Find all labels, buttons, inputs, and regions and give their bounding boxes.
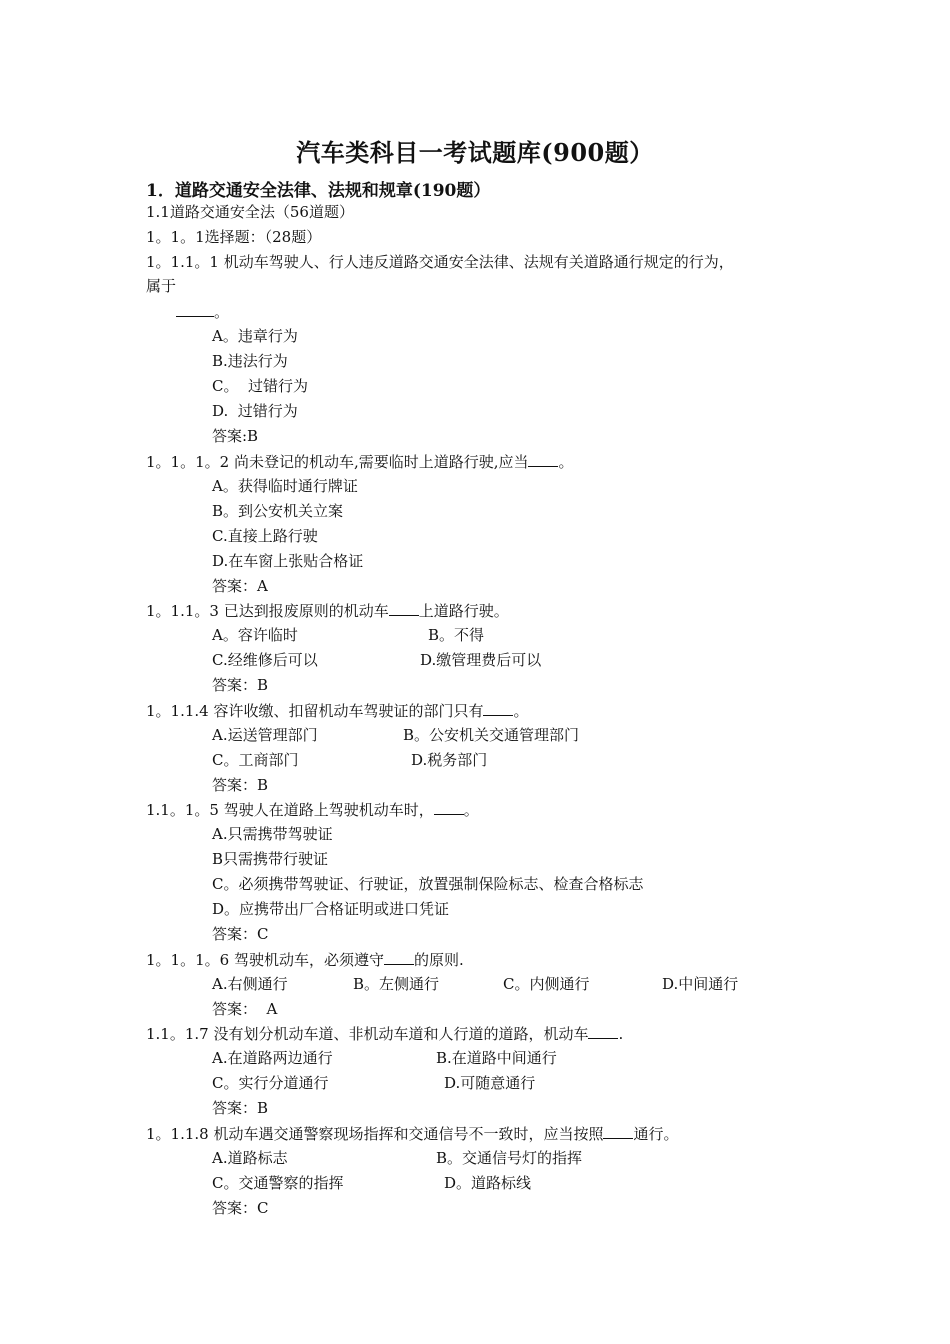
option-c: C。内侧通行 <box>503 975 590 993</box>
option-c: C。实行分道通行 <box>212 1074 329 1092</box>
option-d: D.可随意通行 <box>444 1074 536 1092</box>
answer: 答案：C <box>212 1199 269 1217</box>
subsubsection-heading: 1。1。1选择题：（28题） <box>146 228 322 246</box>
option-b: B。交通信号灯的指挥 <box>436 1149 583 1167</box>
option-d: D.在车窗上张贴合格证 <box>212 552 364 570</box>
option-d: D.中间通行 <box>662 975 739 993</box>
section-heading: 1．道路交通安全法律、法规和规章(190题） <box>146 181 491 201</box>
answer: 答案：B <box>212 676 269 694</box>
option-c: C.经维修后可以 <box>212 651 318 669</box>
option-b: B。左侧通行 <box>353 975 440 993</box>
question-4: 1。1.1.4 容许收缴、扣留机动车驾驶证的部门只有 。 <box>146 702 529 720</box>
answer: 答案：C <box>212 925 269 943</box>
option-a: A.运送管理部门 <box>212 726 318 744</box>
option-d: D。道路标线 <box>444 1174 532 1192</box>
option-c: C。必须携带驾驶证、行驶证，放置强制保险标志、检查合格标志 <box>212 875 644 893</box>
question-2: 1。1。1。2 尚未登记的机动车,需要临时上道路行驶,应当 。 <box>146 453 574 471</box>
answer-blank <box>384 949 414 965</box>
answer-blank <box>588 1023 618 1039</box>
option-d: D.缴管理费后可以 <box>420 651 542 669</box>
option-c: C。工商部门 <box>212 751 299 769</box>
answer: 答案： A <box>212 1000 278 1018</box>
option-a: A。获得临时通行牌证 <box>212 477 358 495</box>
question-8: 1。1.1.8 机动车遇交通警察现场指挥和交通信号不一致时，应当按照 通行。 <box>146 1125 679 1143</box>
answer: 答案:B <box>212 427 259 445</box>
option-a: A.在道路两边通行 <box>212 1049 333 1067</box>
option-b: B。不得 <box>428 626 485 644</box>
answer: 答案：A <box>212 577 268 595</box>
option-c: C.直接上路行驶 <box>212 527 318 545</box>
option-a: A.右侧通行 <box>212 975 288 993</box>
question-1-blank: 。 <box>176 301 229 322</box>
option-b: B。到公安机关立案 <box>212 502 344 520</box>
answer-blank <box>434 799 464 815</box>
answer-blank <box>176 301 214 317</box>
option-d: D。应携带出厂合格证明或进口凭证 <box>212 900 450 918</box>
option-a: A.道路标志 <box>212 1149 288 1167</box>
answer-blank <box>528 451 558 467</box>
subsection-heading: 1.1道路交通安全法（56道题） <box>146 203 354 221</box>
page-title: 汽车类科目一考试题库(900题） <box>296 138 654 167</box>
option-b: B.在道路中间通行 <box>436 1049 557 1067</box>
question-6: 1。1。1。6 驾驶机动车，必须遵守 的原则. <box>146 951 464 969</box>
option-a: A.只需携带驾驶证 <box>212 825 333 843</box>
option-d: D.税务部门 <box>411 751 488 769</box>
answer: 答案：B <box>212 776 269 794</box>
option-c: C。 过错行为 <box>212 377 309 395</box>
option-c: C。交通警察的指挥 <box>212 1174 344 1192</box>
question-1: 1。1.1。1 机动车驾驶人、行人违反道路交通安全法律、法规有关道路通行规定的行为， <box>146 253 734 271</box>
option-a: A。违章行为 <box>212 327 298 345</box>
answer: 答案：B <box>212 1099 269 1117</box>
option-b: B。公安机关交通管理部门 <box>403 726 580 744</box>
option-a: A。容许临时 <box>212 626 298 644</box>
question-5: 1.1。1。5 驾驶人在道路上驾驶机动车时， 。 <box>146 801 479 819</box>
answer-blank <box>483 700 513 716</box>
question-1-continuation: 属于 <box>146 277 177 295</box>
option-b: B只需携带行驶证 <box>212 850 329 868</box>
question-7: 1.1。1.7 没有划分机动车道、非机动车道和人行道的道路，机动车 . <box>146 1025 624 1043</box>
option-b: B.违法行为 <box>212 352 288 370</box>
answer-blank <box>389 600 419 616</box>
answer-blank <box>603 1123 633 1139</box>
question-3: 1。1.1。3 已达到报废原则的机动车 上道路行驶。 <box>146 602 509 620</box>
option-d: D. 过错行为 <box>212 402 298 420</box>
